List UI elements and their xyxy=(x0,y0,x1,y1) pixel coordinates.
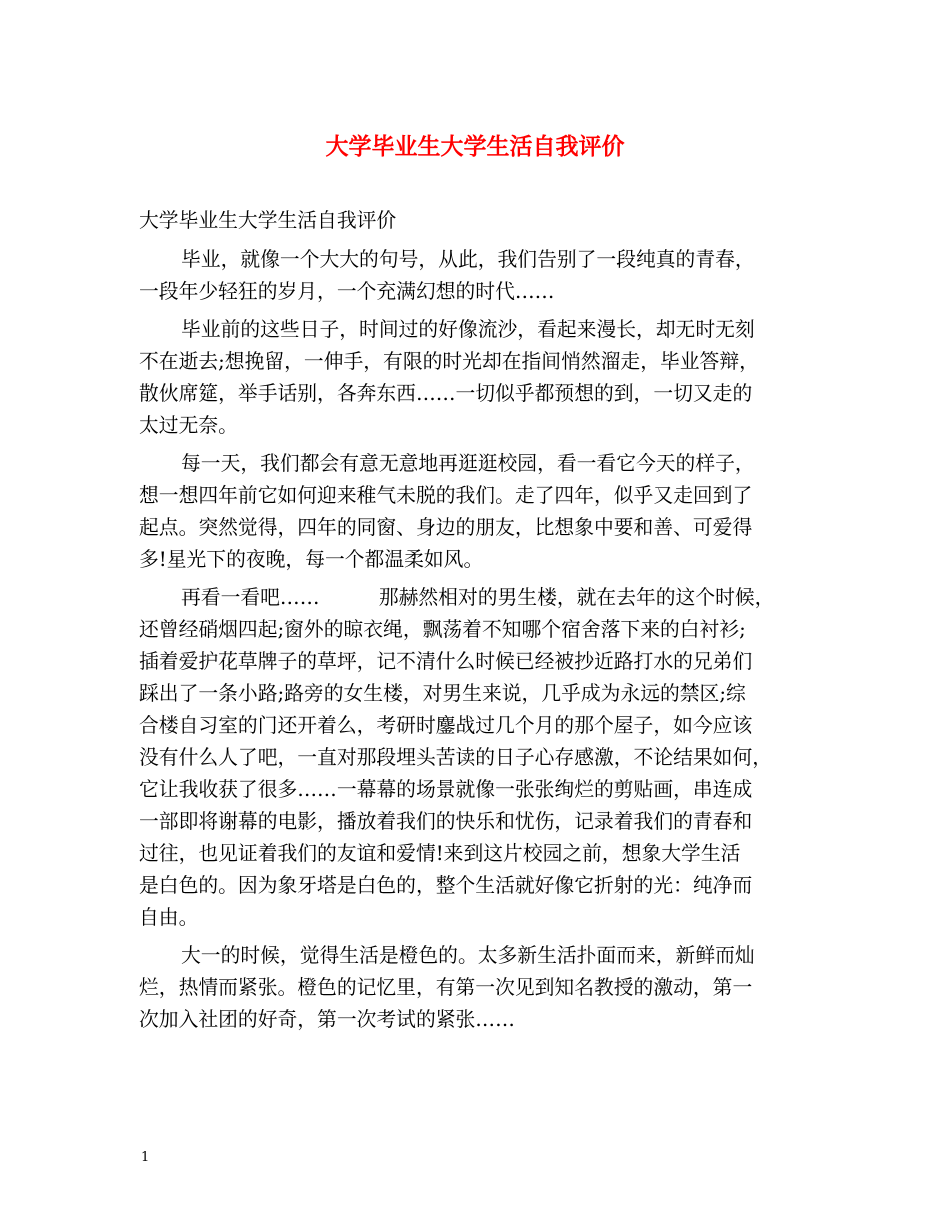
paragraph-line: 合楼自习室的门还开着么，考研时鏖战过几个月的那个屋子，如今应该 xyxy=(139,714,753,737)
paragraph-line: 烂，热情而紧张。橙色的记忆里，有第一次见到知名教授的激动，第一 xyxy=(139,976,753,999)
paragraph-line: 自由。 xyxy=(139,906,199,929)
spacer xyxy=(139,237,811,244)
paragraph-line: 次加入社团的好奇，第一次考试的紧张…… xyxy=(139,1008,515,1031)
page-number: 1 xyxy=(141,1150,150,1165)
paragraph-line: 大一的时候，觉得生活是橙色的。太多新生活扑面而来，新鲜而灿 xyxy=(181,944,755,967)
document-body xyxy=(139,205,811,1036)
document-title: 大学毕业生大学生活自我评价 xyxy=(325,133,625,160)
document-subtitle: 大学毕业生大学生活自我评价 xyxy=(139,209,397,232)
paragraph-line: 毕业，就像一个大大的句号，从此，我们告别了一段纯真的青春， xyxy=(181,248,755,271)
paragraph-line: 每一天，我们都会有意无意地再逛逛校园，看一看它今天的样子， xyxy=(181,452,755,475)
paragraph xyxy=(139,448,811,576)
paragraph-line: 多!星光下的夜晚，每一个都温柔如风。 xyxy=(139,548,484,571)
paragraph-line: 一段年少轻狂的岁月，一个充满幻想的时代…… xyxy=(139,280,555,303)
paragraph-line: 毕业前的这些日子，时间过的好像流沙，看起来漫长，却无时无刻 xyxy=(181,318,755,341)
paragraph xyxy=(139,314,811,442)
paragraph-line: 散伙席筵，举手话别，各奔东西……一切似乎都预想的到，一切又走的 xyxy=(139,382,753,405)
paragraph-line: 太过无奈。 xyxy=(139,414,238,437)
paragraph xyxy=(139,940,811,1036)
paragraph-line: 想一想四年前它如何迎来稚气未脱的我们。走了四年，似乎又走回到了 xyxy=(139,484,753,507)
paragraph-line: 不在逝去;想挽留，一伸手，有限的时光却在指间悄然溜走，毕业答辩， xyxy=(139,350,759,373)
paragraph-line: 一部即将谢幕的电影，播放着我们的快乐和忧伤，记录着我们的青春和 xyxy=(139,810,753,833)
paragraph-line: 再看一看吧…… 那赫然相对的男生楼，就在去年的这个时候， xyxy=(181,586,775,609)
paragraph-line: 没有什么人了吧，一直对那段埋头苦读的日子心存感激，不论结果如何， xyxy=(139,746,773,769)
paragraph xyxy=(139,244,811,308)
paragraph-line: 还曾经硝烟四起;窗外的晾衣绳，飘荡着不知哪个宿舍落下来的白衬衫; xyxy=(139,618,746,641)
paragraph-line: 起点。突然觉得，四年的同窗、身边的朋友，比想象中要和善、可爱得 xyxy=(139,516,753,539)
paragraph-line: 它让我收获了很多……一幕幕的场景就像一张张绚烂的剪贴画，串连成 xyxy=(139,778,753,801)
paragraph-line: 是白色的。因为象牙塔是白色的，整个生活就好像它折射的光：纯净而 xyxy=(139,874,753,897)
paragraph-line: 踩出了一条小路;路旁的女生楼，对男生来说，几乎成为永远的禁区;综 xyxy=(139,682,746,705)
paragraph xyxy=(139,582,811,934)
paragraph-line: 过往，也见证着我们的友谊和爱情!来到这片校园之前，想象大学生活 xyxy=(139,842,741,865)
paragraph-line: 插着爱护花草牌子的草坪，记不清什么时候已经被抄近路打水的兄弟们 xyxy=(139,650,753,673)
